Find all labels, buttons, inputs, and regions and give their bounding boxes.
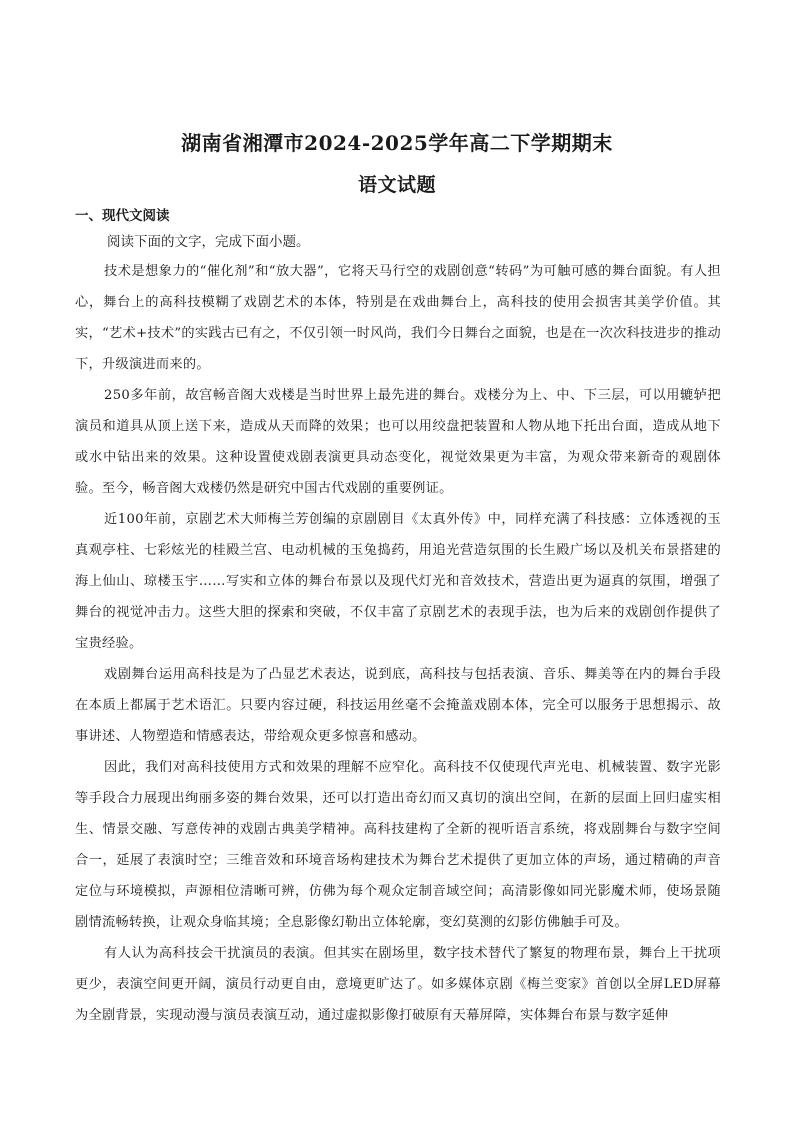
exam-subtitle: 语文试题 [357,174,436,196]
paragraph: 因此，我们对高科技使用方式和效果的理解不应窄化。高科技不仅使现代声光电、机械装置、数字光影等手段合力展现出绚丽多姿的舞台效果，还可以打造出奇幻而又真切的演出空间，在新的层面上回归虚实相生、情景交融、写意传神的戏剧古典美学精神。高科技建构了全新的视听语言系统，将戏剧舞台与数字空间合一，延展了表演时空；三维音效和环境音场构建技术为舞台艺术提供了更加立体的声场，通过精确的声音定位与环境模拟，声源相位清晰可辨，仿佛为每个观众定制音域空间；高清影像如同光影魔术师，使场景随剧情流畅转换，让观众身临其境；全息影像幻勒出立体轮廓，变幻莫测的幻影仿佛触手可及。 [75,760,721,930]
paragraph: 有人认为高科技会干扰演员的表演。但其实在剧场里，数字技术替代了繁复的物理布景，舞台上干扰项更少，表演空间更开阔，演员行动更自由，意境更旷达了。如多媒体京剧《梅兰变家》首创以全屏LED屏幕为全剧背景，实现动漫与演员表演互动，通过虚拟影像打破原有天幕屏障，实体舞台布景与数字延伸 [75,946,721,1023]
paragraph: 技术是想象力的“催化剂”和“放大器”，它将天马行空的戏剧创意“转码”为可触可感的舞台面貌。有人担心，舞台上的高科技模糊了戏剧艺术的本体，特别是在戏曲舞台上，高科技的使用会损害其美学价值。其实，“艺术+技术”的实践古已有之，不仅引领一时风尚，我们今日舞台之面貌，也是在一次次科技进步的推动下，升级演进而来的。 [75,264,721,372]
section-heading: 一、现代文阅读 [75,208,170,224]
passage-body [75,256,721,1031]
exam-title: 湖南省湘潭市2024-2025学年高二下学期期末 [181,131,613,155]
paragraph: 戏剧舞台运用高科技是为了凸显艺术表达，说到底，高科技与包括表演、音乐、舞美等在内的舞台手段在本质上都属于艺术语汇。只要内容过硬，科技运用丝毫不会掩盖戏剧本体，完全可以服务于思想揭示、故事讲述、人物塑造和情感表达，带给观众更多惊喜和感动。 [75,667,721,744]
paragraph: 250多年前，故宫畅音阁大戏楼是当时世界上最先进的舞台。戏楼分为上、中、下三层，可以用辘轳把演员和道具从顶上送下来，造成从天而降的效果；也可以用绞盘把装置和人物从地下托出台面，造成从地下或水中钻出来的效果。这种设置使戏剧表演更具动态变化，视觉效果更为丰富，为观众带来新奇的观剧体验。至今，畅音阁大戏楼仍然是研究中国古代戏剧的重要例证。 [75,388,721,496]
paragraph: 近100年前，京剧艺术大师梅兰芳创编的京剧剧目《太真外传》中，同样充满了科技感：立体透视的玉真观亭柱、七彩炫光的桂殿兰宫、电动机械的玉兔捣药，用追光营造氛围的长生殿广场以及机关布景搭建的海上仙山、琼楼玉宇……写实和立体的舞台布景以及现代灯光和音效技术，营造出更为逼真的氛围，增强了舞台的视觉冲击力。这些大胆的探索和突破，不仅丰富了京剧艺术的表现手法，也为后来的戏剧创作提供了宝贵经验。 [75,512,721,651]
reading-instruction: 阅读下面的文字，完成下面小题。 [107,234,310,250]
